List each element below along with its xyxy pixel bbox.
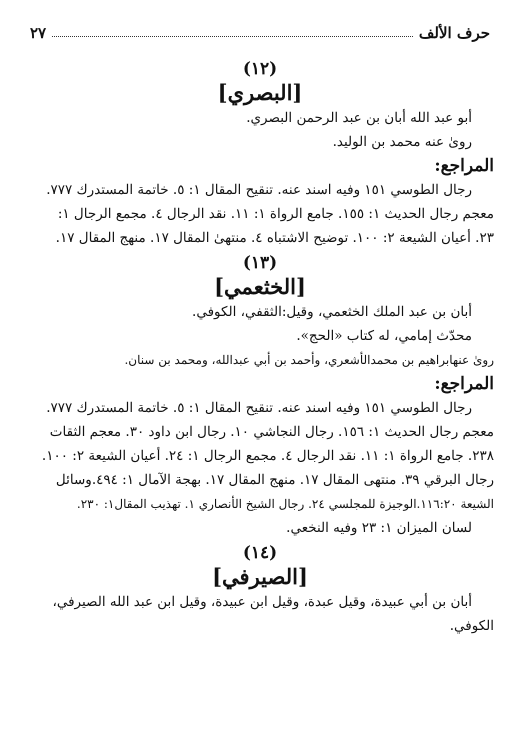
reference-line: ٢٣٨. جامع الرواة ١: ١١. نقد الرجال ٤. مجمع الرجال ١: ٢٤. أعيان الشيعة ٢: ١٠٠.: [41, 448, 494, 464]
page-body: [26, 56, 494, 638]
reference-line: معجم رجال الحديث ١: ١٥٦. رجال النجاشي ١٠. رجال ابن داود ٣٠. معجم الثقات: [49, 424, 494, 440]
reference-line: الشيعة ١١٦:٢٠.الوجيزة للمجلسي ٢٤. رجال الشيخ الأنصاري ١. تهذيب المقال١: ٢٣٠.: [76, 497, 494, 511]
running-header: [30, 20, 490, 42]
entry-text-line: أبو عبد الله أبان بن عبد الرحمن البصري.: [246, 110, 472, 126]
entry-text-line: محدّث إمامي، له كتاب «الحج».: [296, 328, 472, 344]
entry-text-line: أبان بن عبد الملك الخثعمي، وقيل:الثقفي، الكوفي.: [192, 304, 472, 320]
chapter-title: حرف الألف: [418, 24, 490, 42]
entry-number: (١٤): [242, 543, 278, 563]
references-heading: المراجع:: [434, 374, 494, 394]
entry-text-line: الكوفي.: [449, 618, 494, 634]
reference-line: ٢٣. أعيان الشيعة ٢: ١٠٠. توضيح الاشتباه ٤. منتهىٰ المقال ١٧. منهج المقال ١٧.: [55, 230, 494, 246]
entry-text-line: روىٰ عنه محمد بن الوليد.: [332, 134, 472, 150]
reference-line: لسان الميزان ١: ٢٣ وفيه النخعي.: [286, 520, 472, 536]
header-dot-leader: [52, 36, 413, 37]
reference-line: رجال الطوسي ١٥١ وفيه اسند عنه. تنقيح المقال ١: ٥. خاتمة المستدرك ٧٧٧.: [46, 400, 472, 416]
entry-number: (١٣): [242, 253, 278, 273]
entry-title: [البصري]: [217, 80, 303, 105]
reference-line: رجال البرقي ٣٩. منتهى المقال ١٧. منهج المقال ١٧. بهجة الآمال ١: ٤٩٤.وسائل: [55, 472, 494, 488]
entry-number: (١٢): [242, 59, 278, 79]
entry-text-line: أبان بن أبي عبيدة، وقيل عبدة، وقيل ابن عبيدة، وقيل ابن عبد الله الصيرفي،: [52, 594, 472, 610]
reference-line: معجم رجال الحديث ١: ١٥٥. جامع الرواة ١: ١١. نقد الرجال ٤. مجمع الرجال ١:: [57, 206, 494, 222]
page-number: ٢٧: [30, 24, 47, 42]
entry-title: [الخثعمي]: [214, 274, 306, 299]
reference-line: رجال الطوسي ١٥١ وفيه اسند عنه. تنقيح المقال ١: ٥. خاتمة المستدرك ٧٧٧.: [46, 182, 472, 198]
entry-text-line: روىٰ عنهابراهيم بن محمدالأشعري، وأحمد بن أبي عبدالله، ومحمد بن سنان.: [124, 353, 494, 367]
references-heading: المراجع:: [434, 156, 494, 176]
entry-title: [الصيرفي]: [212, 564, 308, 589]
